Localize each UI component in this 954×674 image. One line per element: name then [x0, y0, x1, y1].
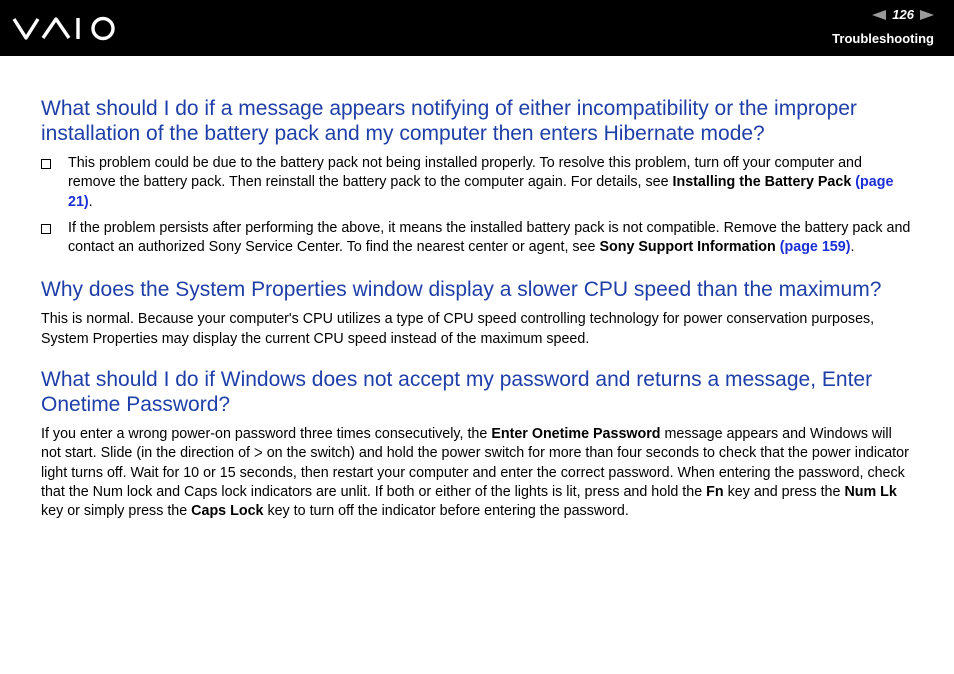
question-2-heading: Why does the System Properties window display a slower CPU speed than the maximum? — [41, 278, 882, 302]
question-1-answers — [41, 154, 913, 257]
triangle-direction-icon: ᐳ — [253, 446, 263, 461]
key-fn: Fn — [706, 483, 724, 500]
key-caps-lock: Caps Lock — [191, 503, 264, 520]
page-content — [41, 96, 913, 522]
vaio-logo — [12, 13, 122, 43]
page-navigator — [872, 7, 934, 22]
bold-term: Sony Support Information — [599, 239, 776, 256]
bold-term: Enter Onetime Password — [491, 426, 661, 443]
checkbox-bullet-icon — [41, 224, 51, 234]
next-page-arrow-icon[interactable] — [920, 10, 934, 20]
previous-page-arrow-icon[interactable] — [872, 10, 886, 20]
page-number: 126 — [892, 7, 914, 22]
question-1-heading: What should I do if a message appears notifying of either incompatibility or the improper installation of the battery pack and my computer then enters Hibernate mode? — [41, 97, 857, 145]
key-num-lk: Num Lk — [844, 483, 897, 500]
section-title: Troubleshooting — [832, 31, 934, 46]
question-3-heading: What should I do if Windows does not accept my password and returns a message, Enter Onetime Password? — [41, 368, 873, 417]
checkbox-bullet-icon — [41, 159, 51, 169]
list-item: If the problem persists after performing the above, it means the installed battery pack is not compatible. Remove the battery pack and contact an authorized Sony Service Center. To find the nearest center or agent, see Sony Support Information (page 159). — [41, 219, 913, 258]
page-header — [0, 0, 954, 56]
page-link[interactable]: (page 159) — [779, 239, 851, 256]
bold-term: Installing the Battery Pack — [672, 174, 852, 191]
question-3-answer: If you enter a wrong power-on password three times consecutively, the Enter Onetime Password message appears and Windows will not start. Slide (in the direction of ᐳ on the switch) and hold the power switch for more than four seconds to check that the power indicator light turns off. Wait for 10 or 15 seconds, then restart your computer and enter the correct password. When entering the password, check that the Num lock and Caps lock indicators are unlit. If both or either of the lights is lit, press and hold the Fn key and press the Num Lk key or simply press the Caps Lock key to turn off the indicator before entering the password. — [41, 426, 909, 520]
question-2-answer: This is normal. Because your computer's CPU utilizes a type of CPU speed controlling technology for power conservation purposes, System Properties may display the current CPU speed instead of the maximum speed. — [41, 311, 875, 347]
list-item: This problem could be due to the battery pack not being installed properly. To resolve this problem, turn off your computer and remove the battery pack. Then reinstall the battery pack to the computer again. For details, see Installing the Battery Pack (page 21). — [41, 154, 913, 212]
page-link[interactable]: (page 21) — [68, 174, 894, 210]
